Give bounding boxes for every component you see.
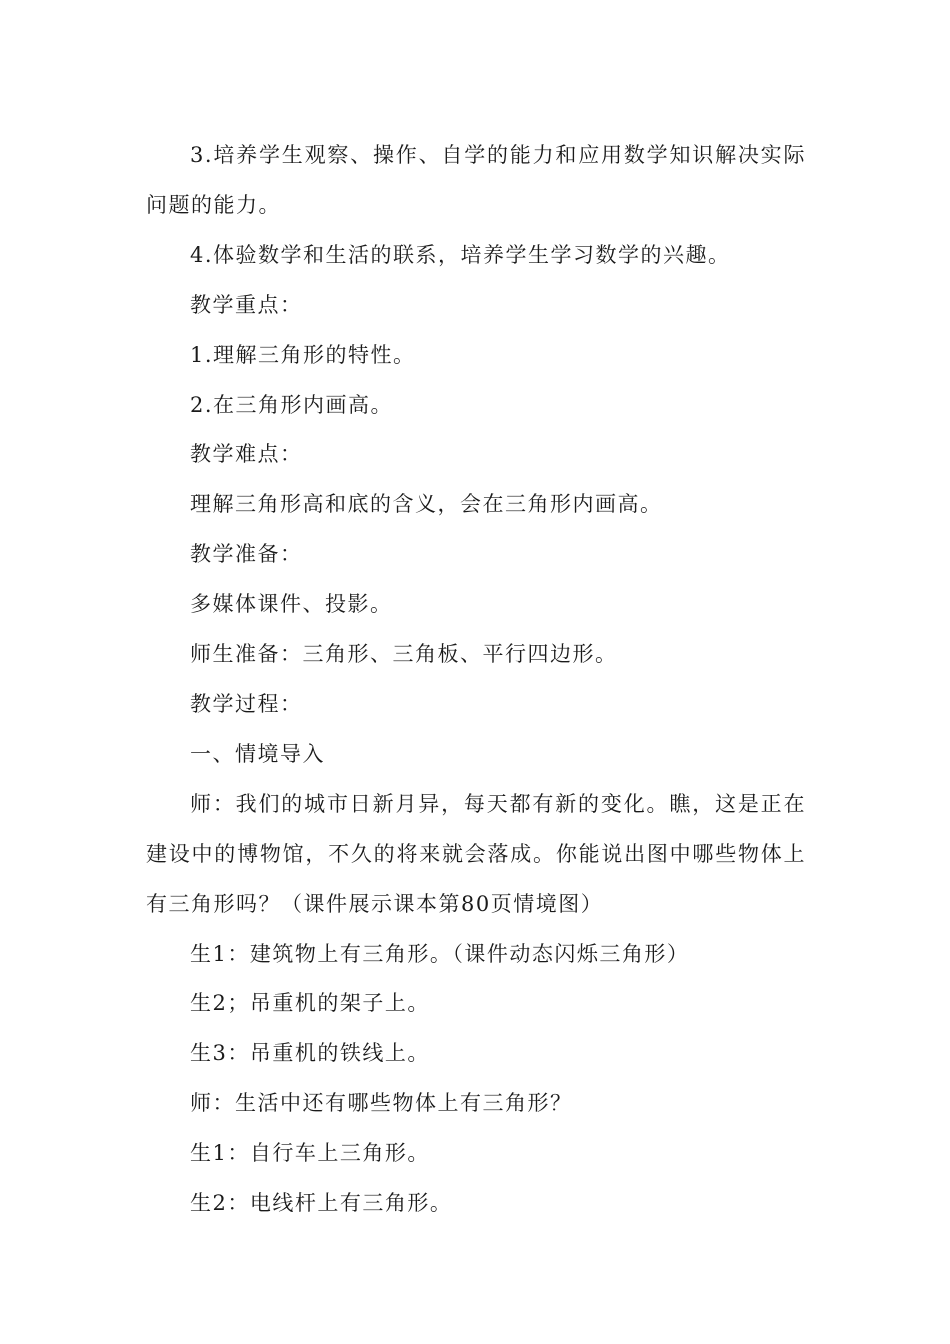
paragraph-objective-3: 3.培养学生观察、操作、自学的能力和应用数学知识解决实际问题的能力。	[146, 143, 806, 217]
paragraph-student-answer-2: 生2：电线杆上有三角形。	[190, 1191, 453, 1216]
heading-teaching-focus: 教学重点：	[190, 292, 303, 317]
heading-teaching-difficulty: 教学难点：	[190, 442, 303, 467]
paragraph-objective-4: 4.体验数学和生活的联系，培养学生学习数学的兴趣。	[190, 242, 731, 267]
paragraph-student-3: 生3：吊重机的铁线上。	[190, 1041, 430, 1066]
paragraph-teacher-question: 师：生活中还有哪些物体上有三角形？	[190, 1091, 573, 1116]
paragraph-student-answer-1: 生1：自行车上三角形。	[190, 1141, 430, 1166]
paragraph-student-1: 生1：建筑物上有三角形。（课件动态闪烁三角形）	[190, 941, 690, 966]
paragraph-teacher-intro: 师：我们的城市日新月异，每天都有新的变化。瞧，这是正在建设中的博物馆，不久的将来就会落成。你能说出图中哪些物体上有三角形吗？（课件展示课本第80页情境图）	[146, 791, 806, 916]
document-body	[146, 131, 806, 1229]
heading-teaching-process: 教学过程：	[190, 691, 303, 716]
paragraph-teacher-student-preparation: 师生准备：三角形、三角板、平行四边形。	[190, 642, 618, 667]
paragraph-difficulty: 理解三角形高和底的含义，会在三角形内画高。	[190, 492, 663, 517]
paragraph-preparation: 多媒体课件、投影。	[190, 592, 393, 617]
heading-section-intro: 一、情境导入	[190, 741, 325, 766]
paragraph-student-2: 生2；吊重机的架子上。	[190, 991, 430, 1016]
paragraph-focus-1: 1.理解三角形的特性。	[190, 342, 416, 367]
paragraph-focus-2: 2.在三角形内画高。	[190, 392, 394, 417]
heading-teaching-preparation: 教学准备：	[190, 542, 303, 567]
